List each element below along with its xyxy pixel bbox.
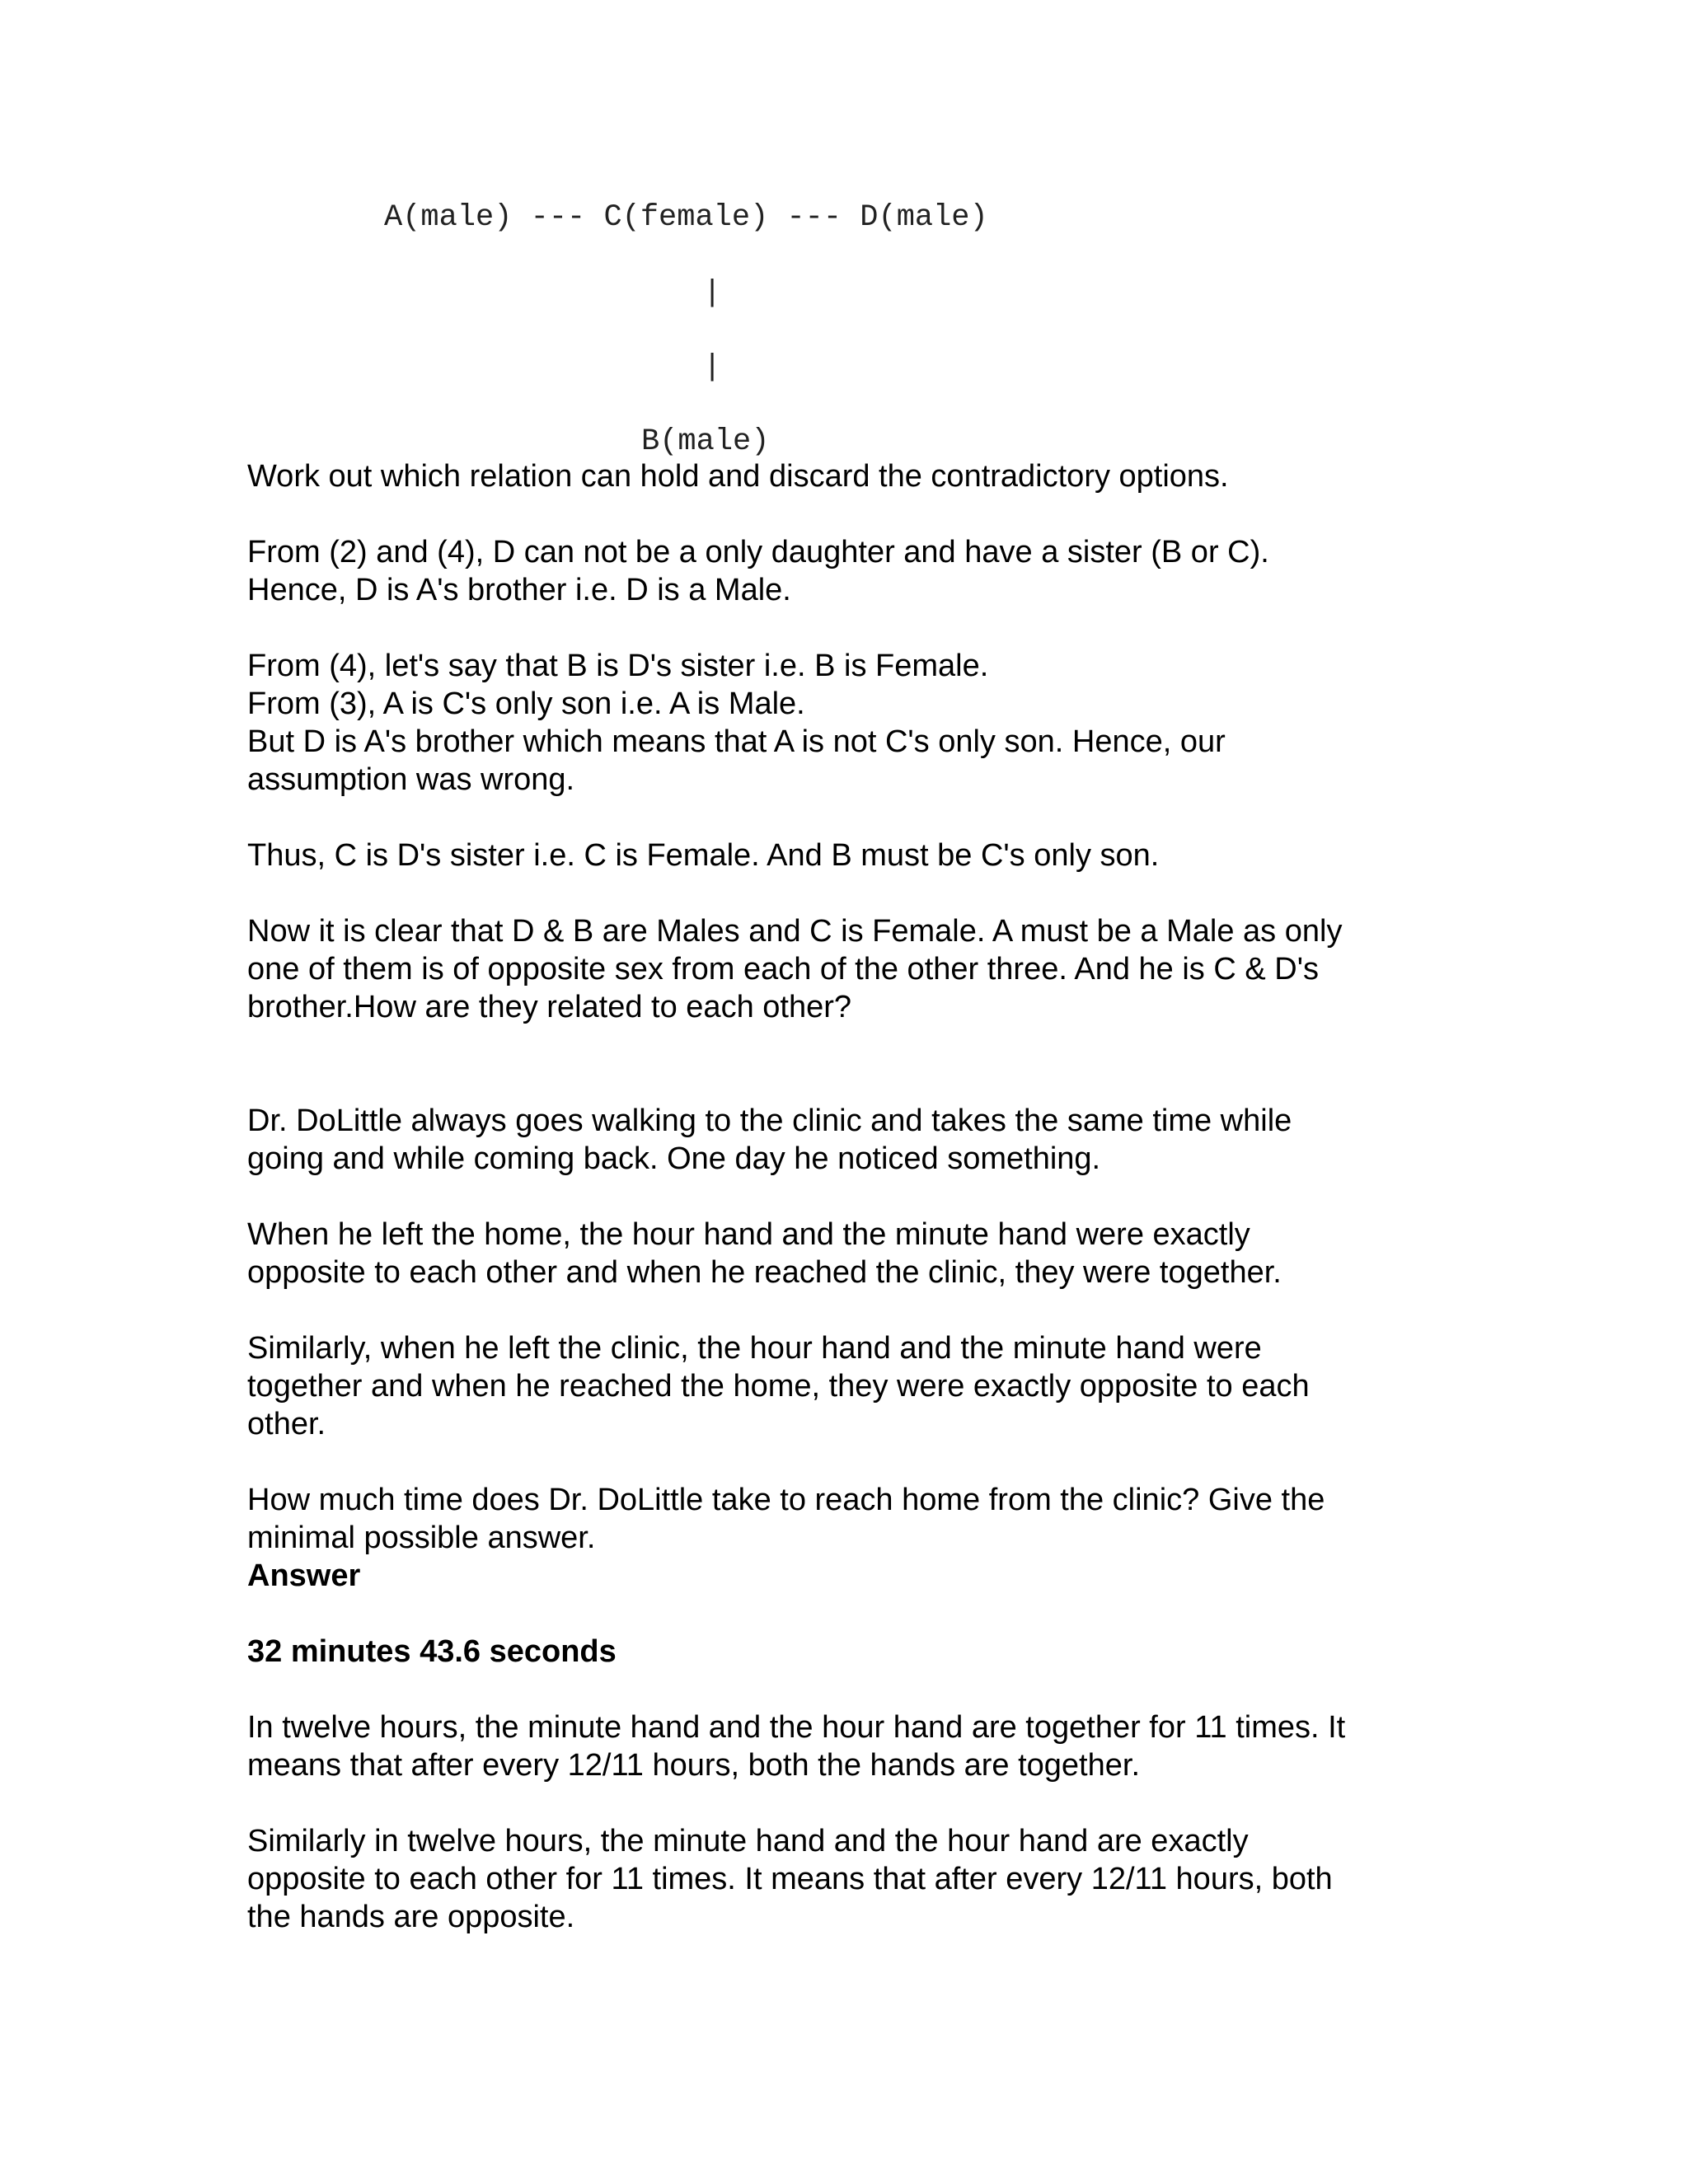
paragraph-opposite: Similarly in twelve hours, the minute hand and the hour hand are exactly opposite to each other for 11 times. It means that after every 12/11 hours, both the hands are opposite. [247, 1824, 1333, 1934]
family-tree-bottom-node: B(male) [641, 424, 770, 459]
paragraph-d-brother: From (2) and (4), D can not be a only daughter and have a sister (B or C). Hence, D is A's brother i.e. D is a Male. [247, 535, 1269, 607]
answer-value: 32 minutes 43.6 seconds [247, 1634, 617, 1669]
paragraph-c-sister: Thus, C is D's sister i.e. C is Female. And B must be C's only son. [247, 838, 1160, 873]
paragraph-dolittle-intro: Dr. DoLittle always goes walking to the clinic and takes the same time while going and while coming back. One day he noticed something. [247, 1104, 1292, 1176]
paragraph-left-home: When he left the home, the hour hand and the minute hand were exactly opposite to each other and when he reached the clinic, they were together. [247, 1217, 1282, 1290]
paragraph-conclusion: Now it is clear that D & B are Males and C is Female. A must be a Male as only one of them is of opposite sex from each of the other three. And he is C & D's brother.How are they related to each other? [247, 914, 1343, 1024]
paragraph-assumption: From (4), let's say that B is D's sister i.e. B is Female. From (3), A is C's only son i.e. A is Male. But D is A's brother which means that A is not C's only son. Hence, our assumption was wrong. [247, 649, 1226, 797]
paragraph-question: How much time does Dr. DoLittle take to reach home from the clinic? Give the minimal possible answer. [247, 1483, 1325, 1555]
paragraph-left-clinic: Similarly, when he left the clinic, the hour hand and the minute hand were together and when he reached the home, they were exactly opposite to each other. [247, 1331, 1310, 1441]
family-tree-top-row: A(male) --- C(female) --- D(male) [384, 200, 988, 235]
document-body [247, 457, 1442, 1974]
answer-label: Answer [247, 1558, 361, 1593]
family-tree-connector-1: | [703, 276, 722, 311]
paragraph-together: In twelve hours, the minute hand and the hour hand are together for 11 times. It means that after every 12/11 hours, both the hands are together. [247, 1710, 1346, 1783]
family-tree-connector-2: | [703, 350, 722, 385]
paragraph-work-out: Work out which relation can hold and discard the contradictory options. [247, 459, 1229, 494]
